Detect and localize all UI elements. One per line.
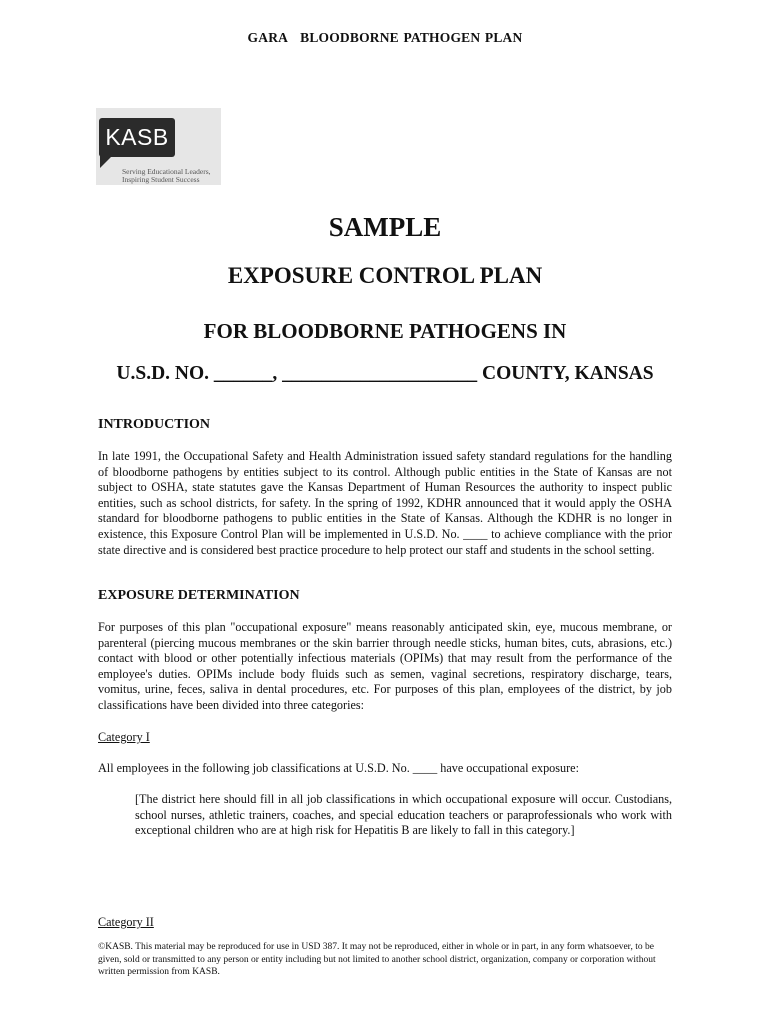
exposure-determination-heading: EXPOSURE DETERMINATION bbox=[98, 588, 300, 603]
exposure-determination-paragraph: For purposes of this plan "occupational exposure" means reasonably anticipated skin, eye, mucous membrane, or parenteral (piercing mucous membranes or the skin barrier through needle sticks, human bites, cuts, abrasions, etc.) contact with blood or other potentially infectious materials (OPIMs) that may result from the performance of the employee's duties. OPIMs include body fluids such as semen, vaginal secretions, respiratory discharge, tears, vomitus, urine, feces, saliva in dental procedures, etc. For purposes of this plan, employees of the district, by job classifications have been divided into three categories: bbox=[98, 620, 672, 712]
title-exposure-control-plan: EXPOSURE CONTROL PLAN bbox=[227, 263, 543, 288]
logo-tagline-line-1: Serving Educational Leaders, bbox=[122, 167, 211, 176]
introduction-heading: INTRODUCTION bbox=[98, 417, 211, 432]
logo-tagline-line-2: Inspiring Student Success bbox=[122, 175, 200, 184]
logo-tagline bbox=[122, 168, 211, 184]
header-plan-name: BLOODBORNE PATHOGEN PLAN bbox=[300, 30, 523, 45]
title-usd-county: U.S.D. NO. ______, ____________________ COUNTY, KANSAS bbox=[116, 363, 654, 384]
running-header bbox=[0, 30, 770, 46]
title-for-bloodborne: FOR BLOODBORNE PATHOGENS IN bbox=[203, 319, 567, 343]
category-1-instructions: [The district here should fill in all job classifications in which occupational exposure will occur. Custodians, school nurses, athletic trainers, coaches, and special education teachers or paraprofessionals who work with exceptional children who are at high risk for Hepatitis B are likely to fall in this category.] bbox=[135, 792, 672, 838]
title-sample: SAMPLE bbox=[328, 212, 442, 242]
category-1-statement: All employees in the following job classifications at U.S.D. No. ____ have occupational exposure: bbox=[98, 761, 579, 775]
logo-brand-text: KASB bbox=[105, 124, 169, 150]
header-org: GARA bbox=[247, 30, 289, 45]
introduction-paragraph: In late 1991, the Occupational Safety and Health Administration issued safety standard regulations for the handling of bloodborne pathogens by entities subject to its control. Although public entities in the State of Kansas are not subject to OSHA, state statutes gave the Kansas Department of Human Resources the authority to inspect public entities, such as school districts, for safety. In the spring of 1992, KDHR announced that it would apply the OSHA standard for bloodborne pathogens to public entities in the State of Kansas. Although the KDHR is no longer in existence, this Exposure Control Plan will be implemented in U.S.D. No. ____ to achieve compliance with the prior state directive and is considered best practice procedure to help protect our staff and students in the school setting. bbox=[98, 449, 672, 557]
category-2-label: Category II bbox=[98, 915, 154, 929]
copyright-footer: ©KASB. This material may be reproduced for use in USD 387. It may not be reproduced, either in whole or in part, in any form whatsoever, to be given, sold or transmitted to any person or entity including but not limited to another school district, organization, company or corporation without written permission from KASB. bbox=[98, 942, 656, 977]
category-1-label: Category I bbox=[98, 730, 150, 744]
kasb-logo bbox=[96, 108, 221, 185]
